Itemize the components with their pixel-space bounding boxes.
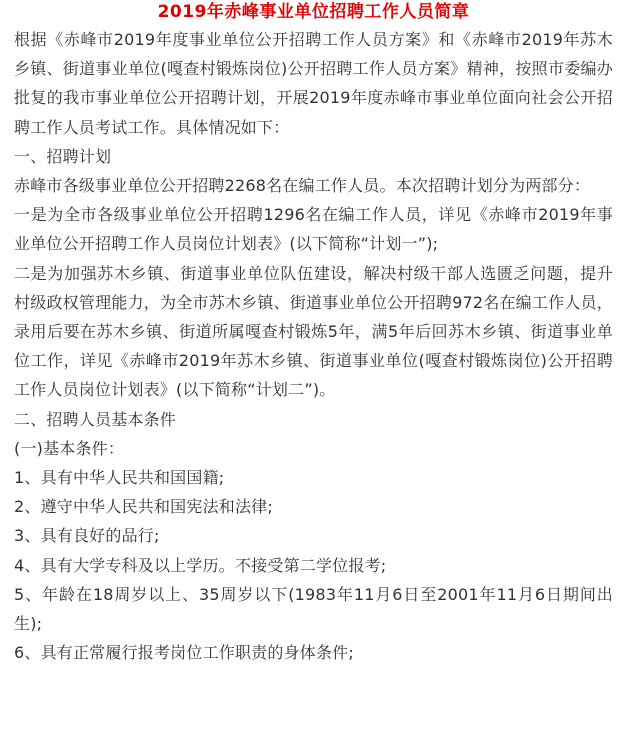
intro-paragraph: 根据《赤峰市2019年度事业单位公开招聘工作人员方案》和《赤峰市2019年苏木乡镇、街道事业单位(嘎查村锻炼岗位)公开招聘工作人员方案》精神，按照市委编办批复的我市事业单位公开招聘计划，开展2019年度赤峰市事业单位面向社会公开招聘工作人员考试工作。具体情况如下： xyxy=(14,30,613,137)
plan-two-paragraph: 二是为加强苏木乡镇、街道事业单位队伍建设，解决村级干部人选匮乏问题，提升村级政权管理能力，为全市苏木乡镇、街道事业单位公开招聘972名在编工作人员，录用后要在苏木乡镇、街道所属嘎查村锻炼5年，满5年后回苏木乡镇、街道事业单位工作，详见《赤峰市2019年苏木乡镇、街道事业单位(嘎查村锻炼岗位)公开招聘工作人员岗位计划表》(以下简称“计划二”)。 xyxy=(14,263,613,400)
subsection-heading-basic-conditions: (一)基本条件： xyxy=(14,438,125,458)
document-title: 2019年赤峰事业单位招聘工作人员简章 xyxy=(157,2,470,22)
plan-one-paragraph: 一是为全市各级事业单位公开招聘1296名在编工作人员，详见《赤峰市2019年事业单位公开招聘工作人员岗位计划表》(以下简称“计划一”); xyxy=(14,205,613,254)
condition-item: 4、具有大学专科及以上学历。不接受第二学位报考; xyxy=(14,555,387,575)
condition-item: 1、具有中华人民共和国国籍; xyxy=(14,468,225,488)
condition-item: 2、遵守中华人民共和国宪法和法律; xyxy=(14,497,273,517)
section-heading-basic-requirements: 二、招聘人员基本条件 xyxy=(14,409,177,429)
condition-item: 3、具有良好的品行; xyxy=(14,526,160,546)
section-heading-recruitment-plan: 一、招聘计划 xyxy=(14,146,112,166)
plan-summary-paragraph: 赤峰市各级事业单位公开招聘2268名在编工作人员。本次招聘计划分为两部分： xyxy=(14,176,591,196)
document-body xyxy=(14,25,613,667)
condition-item: 6、具有正常履行报考岗位工作职责的身体条件; xyxy=(14,643,354,663)
condition-item: 5、年龄在18周岁以上、35周岁以下(1983年11月6日至2001年11月6日期间出生); xyxy=(14,584,613,634)
